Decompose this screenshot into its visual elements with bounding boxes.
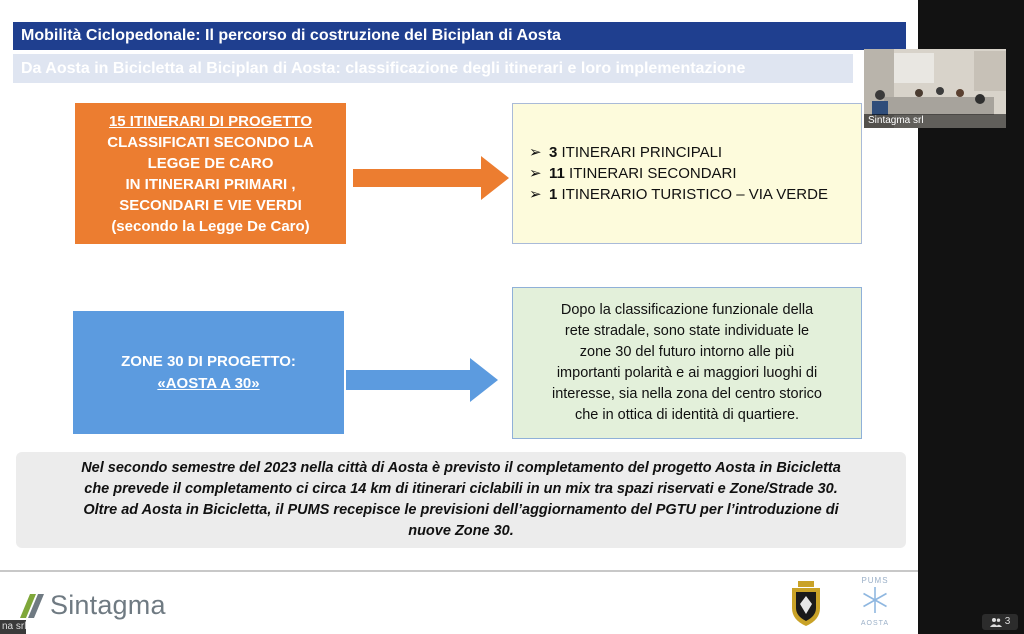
slide-title: Mobilità Ciclopedonale: Il percorso di costruzione del Biciplan di Aosta (13, 22, 906, 50)
footer-divider (0, 570, 918, 572)
slide-subtitle: Da Aosta in Bicicletta al Biciplan di Aosta: classificazione degli itinerari e loro implementazione (13, 54, 853, 83)
note-line: Nel secondo semestre del 2023 nella città di Aosta è previsto il completamento del progetto Aosta in Bicicletta (81, 460, 841, 476)
green-box-line: importanti polarità e ai maggiori luoghi di (556, 365, 818, 381)
itinerary-classification-box (512, 103, 862, 244)
green-box-line: che in ottica di identità di quartiere. (574, 407, 800, 423)
note-line: che prevede il completamento ci circa 14 km di itinerari ciclabili in un mix tra spazi riservati e Zone/Strade 30. (84, 481, 838, 497)
blue-box-project-name: «AOSTA A 30» (157, 374, 260, 392)
itinerary-count: 3 (549, 144, 558, 161)
itinerary-label: ITINERARI PRINCIPALI (561, 144, 723, 161)
arrow-bullet-icon: ➢ (529, 144, 542, 161)
zone30-description-box (512, 287, 862, 439)
city-crest-icon (788, 578, 824, 628)
itinerary-list (523, 142, 839, 205)
orange-arrow-icon (353, 156, 509, 200)
orange-box-line: CLASSIFICATI SECONDO LA (107, 133, 314, 151)
orange-box-line: SECONDARI E VIE VERDI (119, 196, 302, 214)
sintagma-mark-icon (18, 592, 46, 620)
arrow-bullet-icon: ➢ (529, 186, 542, 203)
itinerary-label: ITINERARIO TURISTICO – VIA VERDE (561, 186, 828, 203)
sintagma-logo (18, 590, 166, 621)
participant-count: 3 (1004, 616, 1011, 627)
itinerary-count: 11 (549, 165, 565, 182)
pums-logo (852, 576, 898, 630)
participant-video-tile[interactable] (864, 49, 1006, 128)
snowflake-icon (860, 585, 890, 615)
list-item (523, 163, 839, 184)
zone30-project-box (73, 311, 344, 434)
green-box-line: zone 30 del futuro intorno alle più (579, 344, 795, 360)
note-line: nuove Zone 30. (408, 523, 514, 539)
orange-box-line: (secondo la Legge De Caro) (111, 217, 310, 235)
arrow-bullet-icon: ➢ (529, 165, 542, 182)
participants-button[interactable] (982, 614, 1018, 630)
completion-note (16, 452, 906, 548)
green-box-line: interesse, sia nella zona del centro storico (551, 386, 822, 402)
participant-name-label: Sintagma srl (864, 114, 1006, 128)
green-box-line: Dopo la classificazione funzionale della (560, 302, 814, 318)
pums-logo-text: PUMS (861, 576, 889, 585)
list-item (523, 142, 839, 163)
orange-box-line: LEGGE DE CARO (147, 154, 274, 172)
blue-box-line: ZONE 30 DI PROGETTO: (121, 352, 296, 370)
itinerary-label: ITINERARI SECONDARI (569, 165, 737, 182)
presenter-name-label: na srl (2, 621, 26, 632)
note-line: Oltre ad Aosta in Bicicletta, il PUMS recepisce le previsioni dell’aggiornamento del PGTU per l’introduzione di (83, 502, 839, 518)
sintagma-logo-text: Sintagma (50, 590, 166, 620)
pums-city-text: AOSTA (860, 620, 890, 627)
orange-box-line: IN ITINERARI PRIMARI , (125, 175, 296, 193)
blue-arrow-icon (346, 358, 498, 402)
itinerary-count: 1 (549, 186, 558, 203)
green-box-line: rete stradale, sono state individuate le (564, 323, 810, 339)
orange-box-heading: 15 ITINERARI DI PROGETTO (108, 112, 313, 130)
project-itineraries-box (75, 103, 346, 244)
list-item (523, 184, 839, 205)
people-icon (990, 617, 1002, 627)
